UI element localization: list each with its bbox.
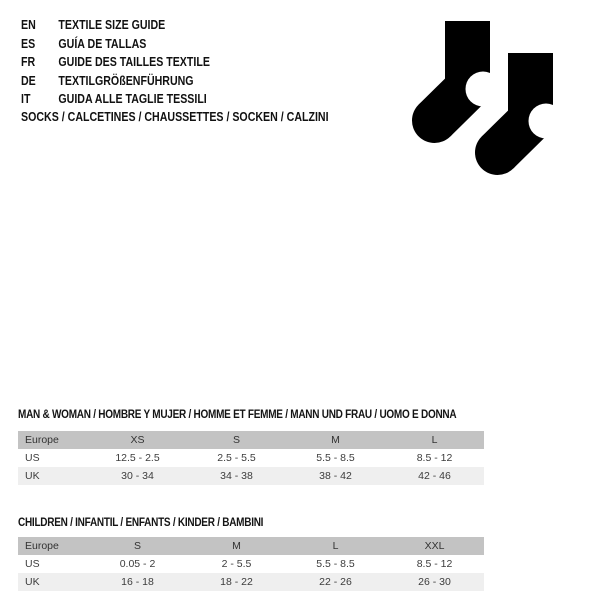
table-row-us (18, 449, 484, 467)
size-value: 16 - 18 (121, 576, 154, 588)
col-header-size: XXL (424, 540, 445, 552)
table-header-row (18, 537, 484, 555)
col-header-size: M (331, 434, 340, 446)
col-header-size: L (431, 434, 438, 446)
language-row-it (21, 90, 210, 109)
size-value: 5.5 - 8.5 (316, 558, 355, 570)
size-value: 8.5 - 12 (416, 452, 453, 464)
language-label: GUIDE DES TAILLES TEXTILE (58, 55, 210, 70)
row-region: US (25, 452, 40, 464)
col-header-region: Europe (25, 434, 59, 446)
language-code: EN (21, 18, 36, 32)
language-label: GUÍA DE TALLAS (58, 36, 147, 51)
col-header-region: Europe (25, 540, 59, 552)
language-label: GUIDA ALLE TAGLIE TESSILI (58, 92, 207, 107)
size-value: 12.5 - 2.5 (115, 452, 160, 464)
language-list (21, 16, 243, 109)
language-row-en (21, 16, 210, 35)
table-row-uk (18, 467, 484, 485)
category-title: SOCKS / CALCETINES / CHAUSSETTES / SOCKEN / CALZINI (21, 110, 329, 124)
language-row-es (21, 35, 210, 54)
size-value: 2.5 - 5.5 (217, 452, 256, 464)
sock-back (412, 21, 501, 143)
language-label: TEXTILE SIZE GUIDE (58, 18, 166, 32)
row-region: UK (25, 576, 40, 588)
col-header-size: XS (130, 434, 145, 446)
table-header-row (18, 431, 484, 449)
size-value: 5.5 - 8.5 (316, 452, 355, 464)
col-header-size: L (332, 540, 339, 552)
size-value: 2 - 5.5 (221, 558, 252, 570)
size-value: 0.05 - 2 (119, 558, 156, 570)
size-value: 34 - 38 (220, 470, 253, 482)
col-header-size: M (232, 540, 241, 552)
language-code: ES (21, 36, 36, 51)
size-value: 42 - 46 (418, 470, 451, 482)
section-title: MAN & WOMAN / HOMBRE Y MUJER / HOMME ET FEMME / MANN UND FRAU / UOMO E DONNA (18, 409, 457, 421)
size-value: 30 - 34 (121, 470, 154, 482)
size-value: 8.5 - 12 (416, 558, 453, 570)
size-value: 18 - 22 (220, 576, 253, 588)
socks-icon (405, 10, 565, 185)
language-code: DE (21, 73, 36, 88)
language-code: FR (21, 55, 36, 70)
language-row-fr (21, 53, 210, 72)
language-label: TEXTILGRÖßENFÜHRUNG (58, 73, 194, 88)
table-row-uk (18, 573, 484, 591)
language-code: IT (21, 92, 31, 107)
table-row-us (18, 555, 484, 573)
col-header-size: S (133, 540, 141, 552)
section-title: CHILDREN / INFANTIL / ENFANTS / KINDER / BAMBINI (18, 517, 264, 529)
size-value: 38 - 42 (319, 470, 352, 482)
row-region: UK (25, 470, 40, 482)
size-value: 26 - 30 (418, 576, 451, 588)
size-value: 22 - 26 (319, 576, 352, 588)
size-table-section-man-woman (18, 409, 484, 485)
language-row-de (21, 72, 210, 91)
size-table-man-woman (18, 431, 484, 485)
row-region: US (25, 558, 40, 570)
size-table-section-children (18, 517, 484, 591)
col-header-size: S (232, 434, 240, 446)
size-table-children (18, 537, 484, 591)
